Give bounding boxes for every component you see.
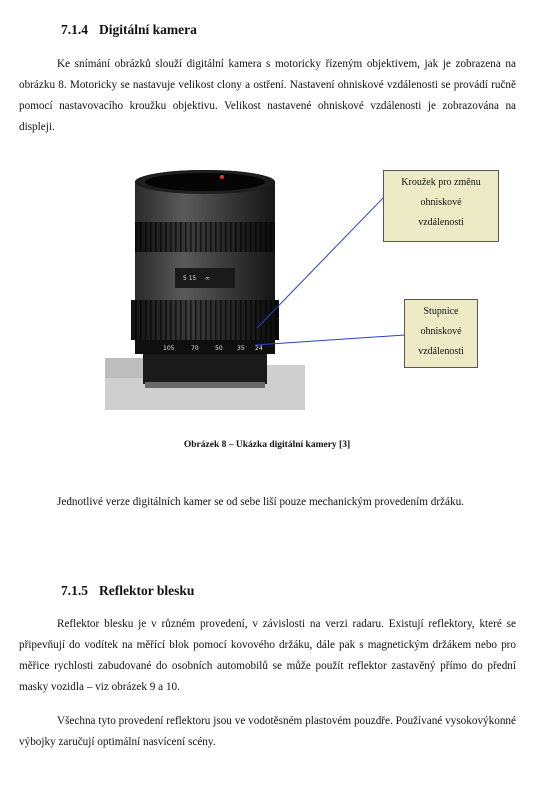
figure-caption: Obrázek 8 – Ukázka digitální kamery [3]: [183, 440, 351, 450]
section-heading-flash-reflector: [61, 583, 194, 599]
svg-text:5 15: 5 15: [183, 275, 197, 282]
callout-line: vzdálenosti: [418, 217, 464, 228]
scale-mark: 50: [215, 345, 223, 352]
svg-text:∞: ∞: [205, 275, 210, 282]
section-title: Digitální kamera: [99, 22, 197, 37]
paragraph-digital-camera: Ke snímání obrázků slouží digitální kamera s motoricky řízeným objektivem, jak je zobrazena na obrázku 8. Motoricky se nastavuje velikost clony a ostření. Nastavení ohniskové vzdálenosti se provádí ručně pomocí nastavovacího kroužku objektivu. Velikost nastavené ohniskové vzdálenosti je zobrazována na displeji.: [19, 58, 516, 133]
lens-zoom-ring: [131, 300, 279, 340]
callout-zoom-ring: [383, 170, 499, 242]
leader-line-ring: [257, 198, 383, 328]
scale-mark: 35: [237, 345, 245, 352]
callout-line: ohniskové: [420, 326, 462, 337]
section-heading-digital-camera: [61, 22, 197, 38]
scale-mark: 70: [191, 345, 199, 352]
callout-line: ohniskové: [420, 197, 462, 208]
lens-focus-ring: [135, 222, 275, 252]
callout-line: Kroužek pro změnu: [401, 177, 481, 188]
callout-line: Stupnice: [423, 306, 459, 317]
focal-length-scale: [135, 340, 275, 354]
section-title: Reflektor blesku: [99, 583, 195, 598]
callout-line: vzdálenosti: [418, 346, 464, 357]
callout-focal-scale: [404, 299, 478, 368]
section-number: 7.1.5: [61, 583, 88, 598]
scale-mark: 105: [163, 345, 175, 352]
paragraph-reflector-2: Všechna tyto provedení reflektoru jsou ve vodotěsném plastovém pouzdře. Používané vysokovýkonné výbojky zaručují optimální nasvícení scény.: [19, 715, 516, 748]
paragraph-versions: Jednotlivé verze digitálních kamer se od sebe liší pouze mechanickým provedením držáku.: [57, 496, 464, 508]
scale-mark: 24: [255, 345, 263, 352]
paragraph-reflector-1: Reflektor blesku je v různém provedení, v závislosti na verzi radaru. Existují reflektory, které se připevňují do vodítek na měřící blok pomocí kovového držáku, dále pak s magnetickým držákem nebo pro měřice rychlosti zabudované do osobních automobilů se může použít reflektor zastavěný přímo do přední masky vozidla – viz obrázek 9 a 10.: [19, 618, 516, 693]
section-number: 7.1.4: [61, 22, 88, 37]
figure-camera-lens: [105, 160, 500, 415]
